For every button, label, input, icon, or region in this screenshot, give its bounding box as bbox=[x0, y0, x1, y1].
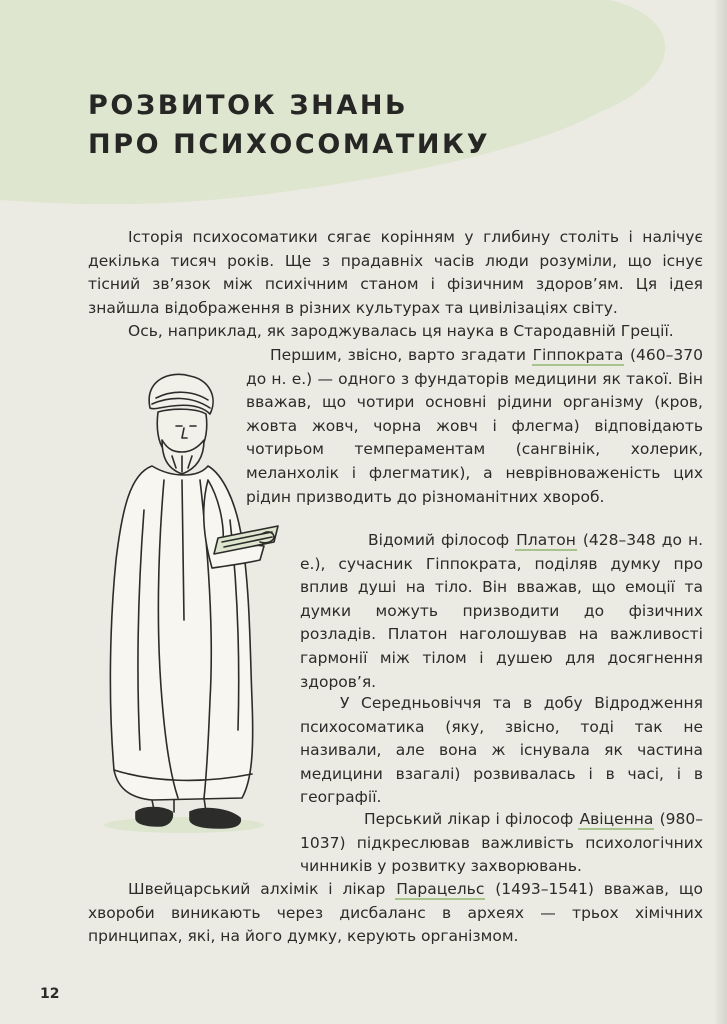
page-title bbox=[88, 86, 490, 164]
paracelsus-text-before: Швейцарський алхімік і лікар bbox=[128, 880, 396, 898]
left-shoe bbox=[136, 808, 172, 827]
right-shoe bbox=[190, 809, 240, 828]
plato-text-before: Відомий філософ bbox=[368, 531, 516, 549]
name-avicenna: Авіценна bbox=[579, 810, 654, 828]
page-number: 12 bbox=[40, 986, 60, 1002]
avicenna-text-after: (980–1037) підкреслював важливість психологічних чинників у розвитку захворювань. bbox=[300, 810, 703, 876]
title-line-1: РОЗВИТОК ЗНАНЬ bbox=[88, 90, 409, 121]
paragraph-avicenna bbox=[300, 808, 703, 879]
title-line-2: ПРО ПСИХОСОМАТИКУ bbox=[88, 129, 491, 160]
turban bbox=[149, 374, 213, 414]
plato-text-after: (428–348 до н. е.), сучасник Гіппократа, поділяв думку про вплив душі на тіло. Він вважав, що емоції та думки можуть призводити до фізичних розладів. Платон наголошував на важливості гармонії між тілом і душею для досягнення здоров’я. bbox=[300, 531, 703, 691]
paragraph-greece: Ось, наприклад, як зароджувалась ця наука в Стародавній Греції. bbox=[128, 322, 674, 340]
name-plato: Платон bbox=[516, 531, 576, 549]
paragraph-history: Історія психосоматики сягає корінням у глибину століть і налічує декілька тисяч років. Ще з прадавніх часів люди розуміли, що існує тісний зв’язок між психічним станом і фізичним здоров’ям. Ця ідея знайшла відображення в різних культурах та цивілізаціях світу. bbox=[88, 228, 703, 317]
name-hippocrates: Гіппократа bbox=[532, 346, 624, 364]
paragraph-hippocrates bbox=[246, 344, 703, 509]
name-paracelsus: Парацельс bbox=[396, 880, 485, 898]
hippocrates-text-after: (460–370 до н. е.) — одного з фундаторів медицини як такої. Він вважав, що чотири основні рідини організму (кров, жовта жовч, чорна жовч і флегма) відповідають чотирьом темпераментам (сангвінік, холерик, меланхолік і флегматик), а неврівноваженість цих рідин призводить до різноманітних хвороб. bbox=[246, 346, 703, 506]
paragraph-plato bbox=[300, 529, 703, 694]
hippocrates-illustration bbox=[92, 370, 292, 840]
paragraph-paracelsus bbox=[88, 878, 703, 949]
robe bbox=[110, 466, 252, 800]
avicenna-text-before: Перський лікар і філософ bbox=[364, 810, 579, 828]
page-edge-shadow bbox=[713, 0, 727, 1024]
paracelsus-text-after: (1493–1541) вважав, що хвороби виникають через дисбаланс в археях — трьох хімічних принципах, які, на його думку, керують організмом. bbox=[88, 880, 703, 946]
hippocrates-text-before: Першим, звісно, варто згадати bbox=[270, 346, 532, 364]
paragraph-middle-ages: У Середньовіччя та в добу Відродження психосоматика (яку, звісно, тоді так не називали, але вона ж існувала як частина медицини взагалі) розвивалась і в часі, і в географії. bbox=[300, 694, 703, 807]
